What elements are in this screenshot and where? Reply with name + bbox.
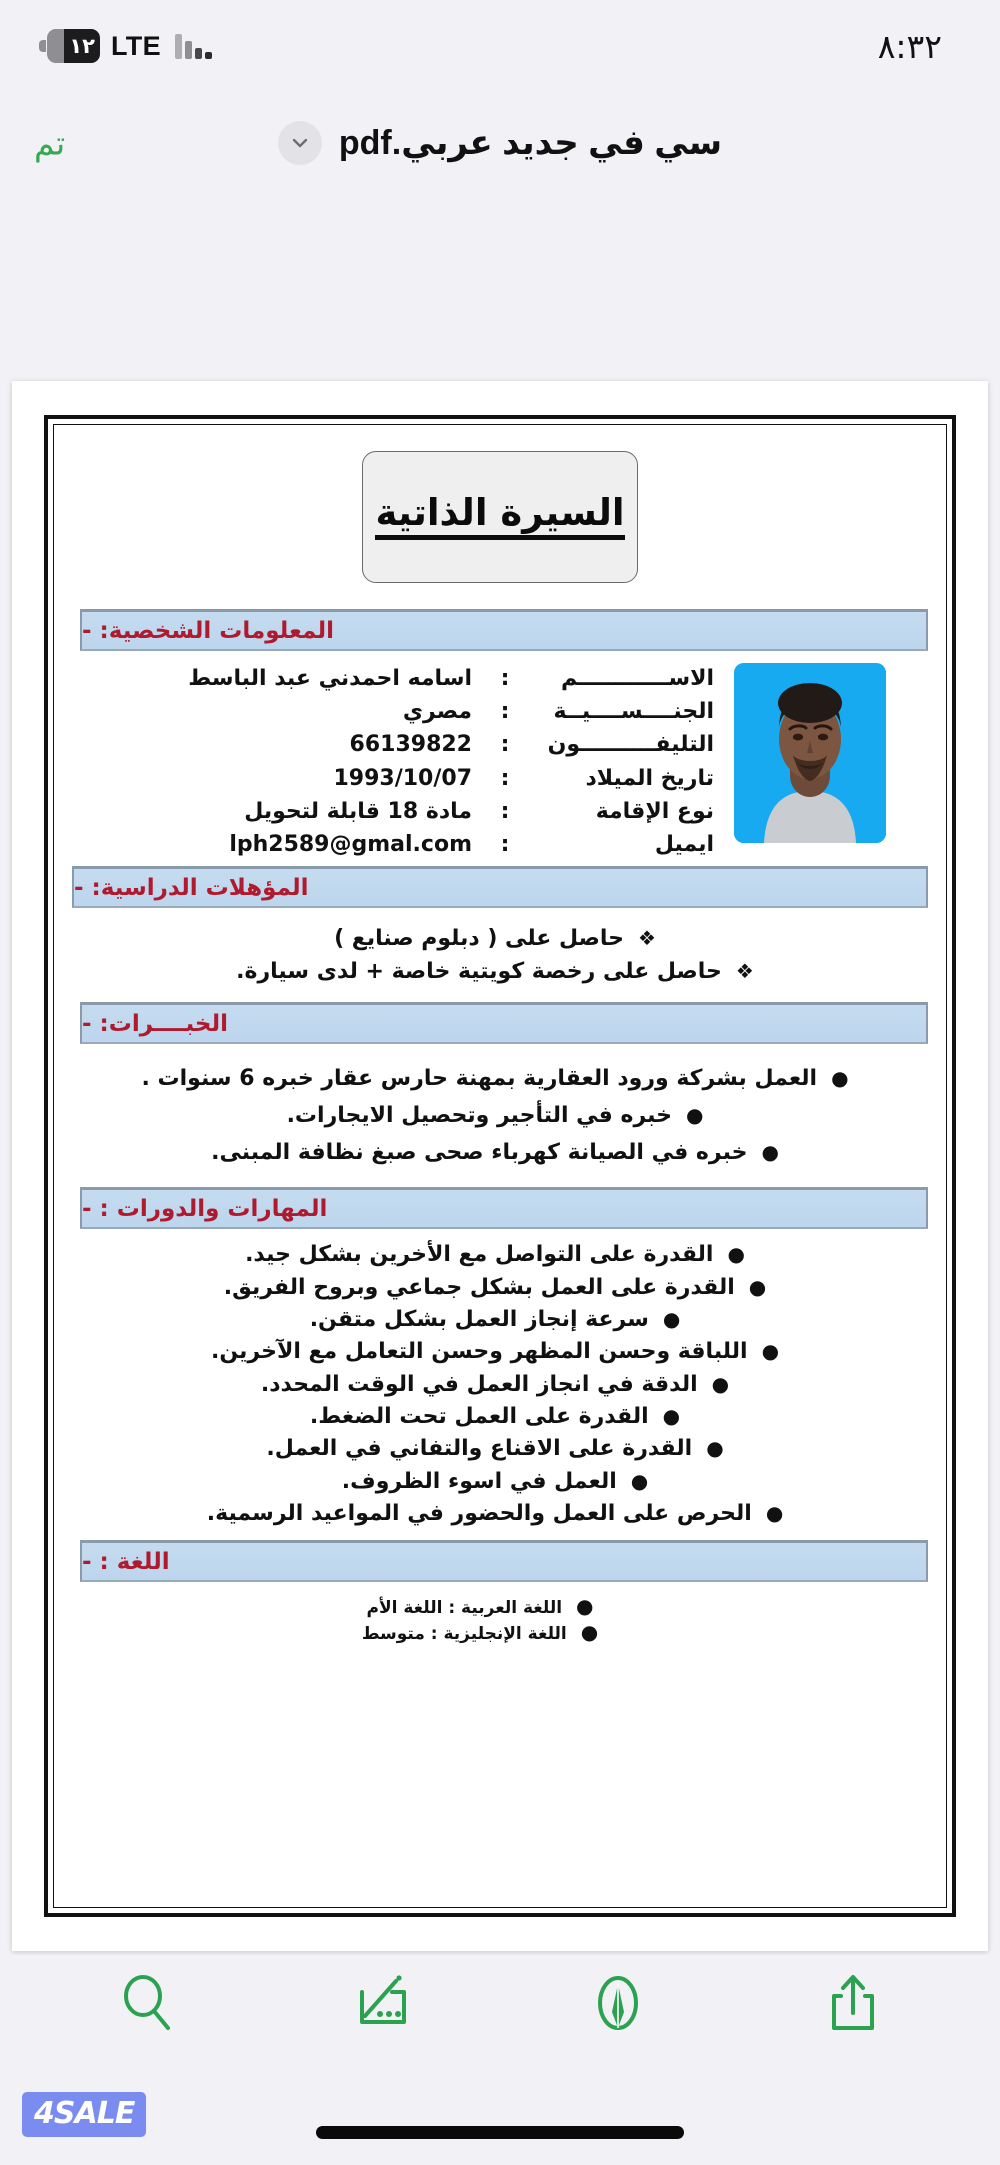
row-colon: : [500,765,510,791]
list-item-text: العمل بشركة ورود العقارية بمهنة حارس عقار خبره 6 سنوات . [141,1066,818,1092]
list-item-text: سرعة إنجاز العمل بشكل متقن. [309,1307,649,1333]
home-indicator[interactable] [316,2126,684,2139]
chevron-down-icon[interactable] [278,121,322,165]
dot-bullet-icon: ● [576,1594,594,1619]
cv-title-box [362,451,638,583]
section-header-skills [80,1187,928,1229]
list-item [72,1369,918,1401]
cv-title-container [72,451,928,583]
section-header-education-label: المؤهلات الدراسية: - [74,874,309,901]
dot-bullet-icon: ● [765,1501,784,1526]
list-item-text: خبره في الصيانة كهرباء صحى صبغ نظافة المبنى. [211,1140,748,1166]
list-item [72,1498,918,1530]
avatar [734,663,886,843]
diamond-bullet-icon: ❖ [735,959,754,984]
row-colon: : [500,732,510,758]
dot-bullet-icon: ● [630,1468,649,1493]
section-header-education [72,866,928,908]
search-icon[interactable] [105,1960,191,2046]
row-value: 1993/10/07 [333,765,472,791]
pdf-page[interactable] [12,381,988,1951]
section-header-personal-label: المعلومات الشخصية: - [82,617,334,644]
list-item-text: القدرة على التواصل مع الأخرين بشكل جيد. [245,1242,714,1268]
list-item [72,922,918,955]
dot-bullet-icon: ● [662,1404,681,1429]
personal-info-block [72,651,928,866]
navigation-bar [0,92,1000,194]
table-row [72,763,714,794]
section-header-personal [80,609,928,651]
education-list [72,908,928,1002]
dot-bullet-icon: ● [761,1339,780,1364]
network-type-label: LTE [111,30,161,61]
table-row [72,729,714,760]
list-item [72,1596,888,1622]
row-value: اسامه احمدني عبد الباسط [188,666,472,691]
list-item-text: اللغة العربية : اللغة الأم [366,1598,563,1619]
row-colon: : [500,832,510,858]
battery-level-label: ١٢ [69,34,95,58]
list-item-text: القدرة على العمل بشكل جماعي وبروح الفريق. [223,1274,735,1300]
pdf-page-border [44,415,956,1917]
section-header-experience [80,1002,928,1044]
list-item [72,1619,888,1648]
list-item-text: القدرة على الاقناع والتفاني في العمل. [266,1436,693,1462]
pen-icon[interactable] [575,1960,661,2046]
diamond-bullet-icon: ❖ [638,926,656,951]
row-label: الاســــــــــــم [560,666,714,691]
row-label: ايميل [654,832,714,858]
status-bar-clock: ٨:٣٢ [877,26,942,66]
list-item-text: القدرة على العمل تحت الضغط. [309,1404,649,1430]
list-item-text: اللباقة وحسن المظهر وحسن التعامل مع الآخرين. [210,1339,748,1365]
page-title: السيرة الذاتية [375,494,624,541]
row-label: تاريخ الميلاد [585,765,714,791]
list-item [72,1336,918,1368]
list-item [72,1099,918,1132]
row-value: مادة 18 قابلة لتحويل [244,798,472,824]
nav-title-group [278,121,722,165]
row-label: التليفــــــــــون [547,732,714,758]
signal-strength-icon [175,33,212,59]
list-item-text: حاصل على رخصة كويتية خاصة + لدى سيارة. [236,959,722,985]
list-item [72,1401,918,1433]
experience-list [72,1044,928,1187]
languages-list [72,1582,928,1653]
row-value: مصري [402,699,472,725]
dot-bullet-icon: ● [748,1274,767,1299]
dot-bullet-icon: ● [831,1066,849,1091]
list-item-text: الحرص على العمل والحضور في المواعيد الرسمية. [206,1501,752,1527]
bottom-toolbar [0,1953,1000,2053]
dot-bullet-icon: ● [686,1103,704,1128]
row-value: lph2589@gmal.com [229,832,472,858]
file-name-title: سي في جديد عربي.pdf [338,124,723,162]
list-item [72,1304,918,1336]
markup-icon[interactable] [340,1960,426,2046]
dot-bullet-icon: ● [662,1307,681,1332]
row-label: الجنــــســــيــة [553,699,714,725]
list-item [72,1433,918,1465]
dot-bullet-icon: ● [711,1371,730,1396]
row-colon: : [500,666,510,691]
row-colon: : [500,798,510,824]
document-scroll-area[interactable] [0,194,1000,1955]
section-header-experience-label: الخبــــرات: - [82,1010,228,1037]
dot-bullet-icon: ● [706,1436,724,1461]
skills-list [72,1229,928,1540]
status-bar-left [48,29,212,63]
share-icon[interactable] [810,1960,896,2046]
done-button[interactable]: تم [34,124,66,162]
personal-info-table [72,663,716,860]
table-row [72,696,714,727]
list-item [72,1062,918,1095]
battery-icon [48,29,100,63]
dot-bullet-icon: ● [761,1140,779,1165]
section-header-languages [80,1540,928,1582]
list-item-text: حاصل على ( دبلوم صنايع ) [334,926,624,952]
table-row [72,829,714,860]
row-value: 66139822 [349,732,472,758]
list-item [72,1136,918,1169]
list-item [72,1466,918,1498]
list-item [72,1272,918,1304]
dot-bullet-icon: ● [727,1242,745,1267]
dot-bullet-icon: ● [580,1619,599,1644]
section-header-skills-label: المهارات والدورات : - [82,1195,328,1222]
row-label: نوع الإقامة [595,798,714,824]
table-row [72,663,714,694]
list-item [72,1239,918,1271]
watermark-badge: 4SALE [22,2092,146,2137]
list-item-text: اللغة الإنجليزية : متوسط [361,1623,567,1644]
status-bar [0,0,1000,92]
list-item [72,955,918,988]
section-header-languages-label: اللغة : - [82,1548,170,1575]
table-row [72,796,714,827]
row-colon: : [500,699,510,725]
list-item-text: العمل في اسوء الظروف. [341,1468,617,1494]
list-item-text: الدقة في انجاز العمل في الوقت المحدد. [260,1371,698,1397]
list-item-text: خبره في التأجير وتحصيل الايجارات. [286,1103,672,1129]
